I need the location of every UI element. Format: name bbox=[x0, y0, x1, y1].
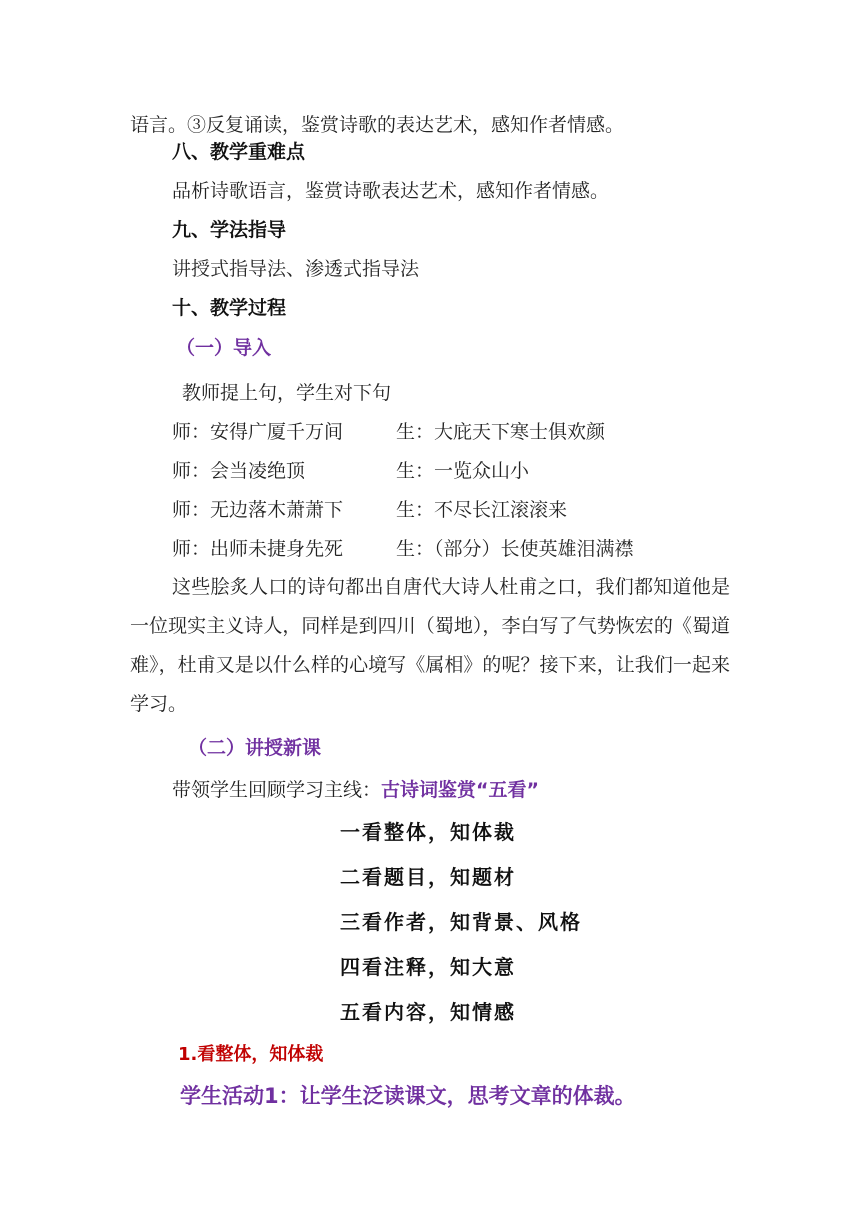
five-looks-item: 二看题目，知题材 bbox=[340, 865, 516, 889]
section-body-study-guidance: 讲授式指导法、渗透式指导法 bbox=[172, 258, 420, 280]
student-line: 生：（部分）长使英雄泪满襟 bbox=[396, 538, 634, 560]
student-activity-1: 学生活动1：让学生泛读课文，思考文章的体裁。 bbox=[180, 1084, 636, 1108]
section-body-key-difficulties: 品析诗歌语言，鉴赏诗歌表达艺术，感知作者情感。 bbox=[172, 180, 610, 202]
introduction-instruction: 教师提上句，学生对下句 bbox=[182, 382, 392, 404]
student-line: 生：大庇天下寒士俱欢颜 bbox=[396, 421, 606, 443]
couplet-row bbox=[172, 498, 732, 522]
lead-sentence bbox=[172, 778, 539, 802]
couplet-row bbox=[172, 537, 732, 561]
five-looks-item: 四看注释，知大意 bbox=[340, 955, 516, 979]
student-line: 生：不尽长江滚滚来 bbox=[396, 499, 568, 521]
five-looks-item: 三看作者，知背景、风格 bbox=[340, 910, 582, 934]
teacher-line: 师：出师未捷身先死 bbox=[172, 538, 344, 560]
teacher-line: 师：无边落木萧萧下 bbox=[172, 499, 344, 521]
section-heading-key-difficulties: 八、教学重难点 bbox=[172, 141, 306, 163]
continuation-line: 语言。③反复诵读，鉴赏诗歌的表达艺术，感知作者情感。 bbox=[130, 114, 625, 136]
subsection-heading-new-lesson: （二）讲授新课 bbox=[188, 737, 322, 759]
lead-highlight: 古诗词鉴赏“五看” bbox=[381, 779, 539, 801]
teacher-line: 师：安得广厦千万间 bbox=[172, 421, 344, 443]
subsection-title-look-whole: 1.看整体，知体裁 bbox=[178, 1044, 324, 1065]
teacher-line: 师：会当凌绝顶 bbox=[172, 460, 306, 482]
student-line: 生：一览众山小 bbox=[396, 460, 530, 482]
couplet-row bbox=[172, 420, 732, 444]
introduction-paragraph: 这些脍炙人口的诗句都出自唐代大诗人杜甫之口，我们都知道他是一位现实主义诗人，同样是到四川（蜀地），李白写了气势恢宏的《蜀道难》，杜甫又是以什么样的心境写《属相》的呢？接下来，让我们一起来学习。 bbox=[130, 576, 730, 715]
section-heading-teaching-process: 十、教学过程 bbox=[172, 297, 287, 319]
subsection-heading-introduction: （一）导入 bbox=[176, 337, 272, 359]
five-looks-item: 一看整体，知体裁 bbox=[340, 820, 516, 844]
section-heading-study-guidance: 九、学法指导 bbox=[172, 219, 287, 241]
lead-prefix: 带领学生回顾学习主线： bbox=[172, 779, 382, 801]
five-looks-item: 五看内容，知情感 bbox=[340, 1000, 516, 1024]
couplet-row bbox=[172, 459, 732, 483]
